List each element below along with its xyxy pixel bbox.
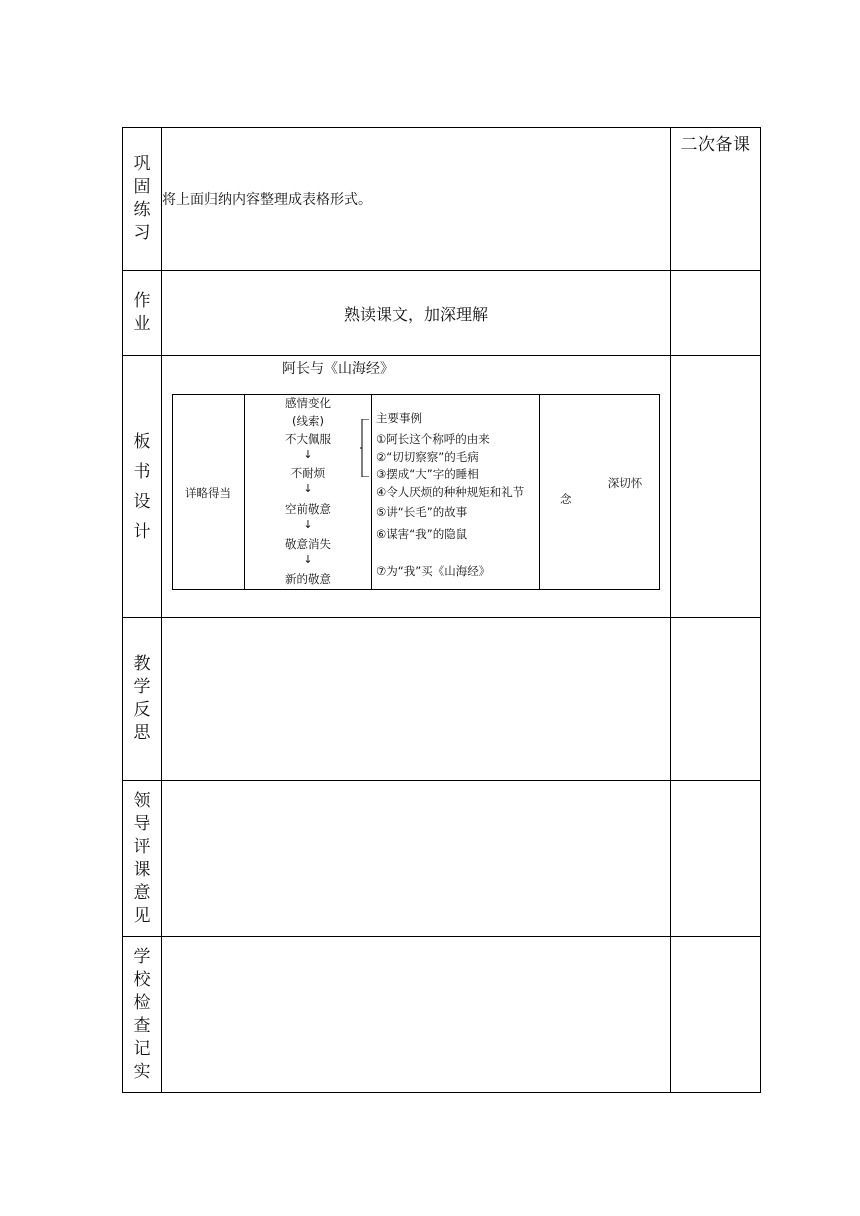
row-practice	[123, 128, 761, 271]
down-arrow-icon: ↓	[303, 482, 313, 495]
row-label: 巩固练习	[123, 128, 162, 271]
event-item: ⑥谋害“我”的隐鼠	[376, 527, 468, 541]
down-arrow-icon: ↓	[303, 518, 313, 531]
board-summary: 详略得当	[185, 486, 231, 500]
down-arrow-icon: ↓	[303, 553, 313, 566]
events-header: 主要事例	[376, 411, 422, 425]
event-item: ④令人厌烦的种种规矩和礼节	[376, 485, 525, 499]
board-title: 阿长与《山海经》	[282, 361, 394, 377]
leader-review-content	[162, 781, 671, 937]
row-label: 学校检查记实	[123, 937, 162, 1093]
homework-content: 熟读课文，加深理解	[162, 271, 671, 356]
lesson-plan-table	[122, 127, 761, 1093]
side-cell	[671, 356, 761, 618]
side-cell	[671, 271, 761, 356]
board-conclusion	[560, 475, 650, 507]
clue-step: 不大佩服	[285, 432, 331, 446]
clue-header: 感情变化	[285, 396, 331, 410]
practice-content: 将上面归纳内容整理成表格形式。	[162, 128, 671, 271]
event-item: ⑦为“我”买《山海经》	[376, 564, 491, 578]
side-cell	[671, 781, 761, 937]
row-label: 作业	[123, 271, 162, 356]
reflection-content	[162, 618, 671, 781]
row-board-design	[123, 356, 761, 618]
row-label: 教学反思	[123, 618, 162, 781]
clue-step: 不耐烦	[290, 466, 326, 480]
board-design-cell	[162, 356, 671, 618]
side-cell	[671, 618, 761, 781]
school-check-content	[162, 937, 671, 1093]
row-leader-review	[123, 781, 761, 937]
event-item: ②“切切察察”的毛病	[376, 450, 479, 464]
row-label: 板书设计	[123, 356, 162, 618]
conclusion-line: 念	[560, 492, 572, 506]
board-col-conclusion	[540, 395, 659, 589]
clue-step: 敬意消失	[285, 537, 331, 551]
board-col-clue	[245, 395, 372, 589]
row-homework	[123, 271, 761, 356]
down-arrow-icon: ↓	[303, 448, 313, 461]
row-school-check	[123, 937, 761, 1093]
side-header-cell	[671, 128, 761, 271]
clue-subheader: (线索)	[292, 414, 324, 428]
row-label: 领导评课意见	[123, 781, 162, 937]
event-item: ①阿长这个称呼的由来	[376, 432, 490, 446]
board-diagram	[172, 394, 660, 590]
board-col-summary	[173, 395, 245, 589]
side-cell	[671, 937, 761, 1093]
row-reflection	[123, 618, 761, 781]
side-header: 二次备课	[680, 135, 751, 155]
board-col-events	[372, 395, 540, 589]
clue-step: 空前敬意	[285, 502, 331, 516]
event-item: ③摆成“大”字的睡相	[376, 467, 479, 481]
clue-step: 新的敬意	[285, 572, 331, 586]
conclusion-line: 深切怀	[607, 476, 643, 490]
board-design	[162, 356, 670, 617]
bracket-icon	[360, 419, 370, 477]
event-item: ⑤讲“长毛”的故事	[376, 505, 468, 519]
